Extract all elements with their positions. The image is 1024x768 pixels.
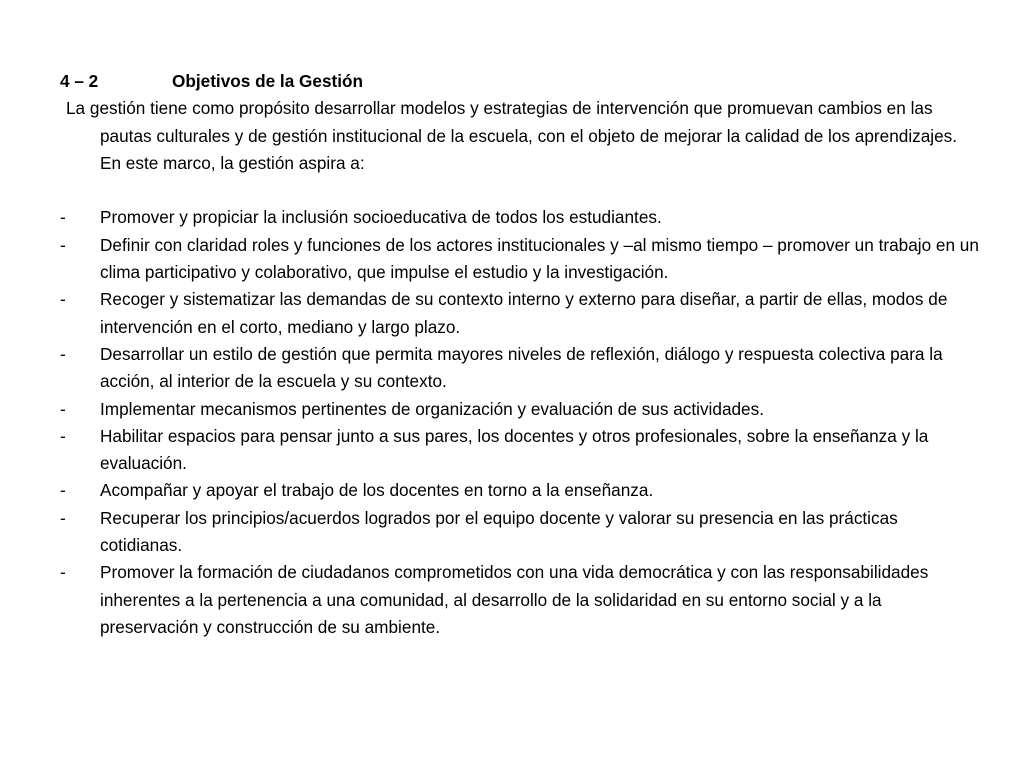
objectives-list [60,204,980,641]
list-item-text: Desarrollar un estilo de gestión que permita mayores niveles de reflexión, diálogo y respuesta colectiva para la acción, al interior de la escuela y su contexto. [100,343,943,392]
bullet-dash: - [60,425,66,446]
list-item [60,341,980,396]
list-item-text: Recoger y sistematizar las demandas de su contexto interno y externo para diseñar, a partir de ellas, modos de intervención en el corto, mediano y largo plazo. [100,289,948,337]
list-item-text: Implementar mecanismos pertinentes de organización y evaluación de sus actividades. [100,398,764,419]
bullet-dash: - [60,207,66,228]
section-title: Objetivos de la Gestión [172,71,364,91]
list-item [60,286,980,341]
list-item-text: Habilitar espacios para pensar junto a sus pares, los docentes y otros profesionales, sobre la enseñanza y la evaluación. [100,425,929,474]
list-item [60,559,980,641]
list-item [60,423,980,478]
bullet-dash: - [60,234,66,255]
list-item-text: Definir con claridad roles y funciones de los actores institucionales y –al mismo tiempo – promover un trabajo en un clima participativo y colaborativo, que impulse el estudio y la investigación. [100,234,979,283]
list-item [60,477,980,504]
section-heading [60,68,980,95]
list-item-text: Promover la formación de ciudadanos comprometidos con una vida democrática y con las responsabilidades inherentes a la pertenencia a una comunidad, al desarrollo de la solidaridad en su entorno social y a la preservación y construcción de su ambiente. [100,562,929,637]
bullet-dash: - [60,507,66,528]
list-item [60,204,980,231]
intro-lead: En este marco, la gestión aspira a: [100,152,365,173]
list-item [60,396,980,423]
bullet-dash: - [60,398,66,419]
intro-paragraph: La gestión tiene como propósito desarrollar modelos y estrategias de intervención que promuevan cambios en las pautas culturales y de gestión institucional de la escuela, con el objeto de mejorar la calidad de los aprendizajes. [66,98,958,146]
section-number: 4 – 2 [60,71,99,91]
bullet-dash: - [60,343,66,364]
bullet-dash: - [60,562,66,583]
spacer [60,177,980,204]
slide-content [60,68,980,641]
bullet-dash: - [60,480,66,501]
bullet-dash: - [60,289,66,310]
list-item-text: Promover y propiciar la inclusión socioeducativa de todos los estudiantes. [100,207,662,228]
list-item [60,232,980,287]
list-item-text: Acompañar y apoyar el trabajo de los docentes en torno a la enseñanza. [100,480,654,501]
list-item [60,505,980,560]
list-item-text: Recuperar los principios/acuerdos logrados por el equipo docente y valorar su presencia en las prácticas cotidianas. [100,507,898,556]
